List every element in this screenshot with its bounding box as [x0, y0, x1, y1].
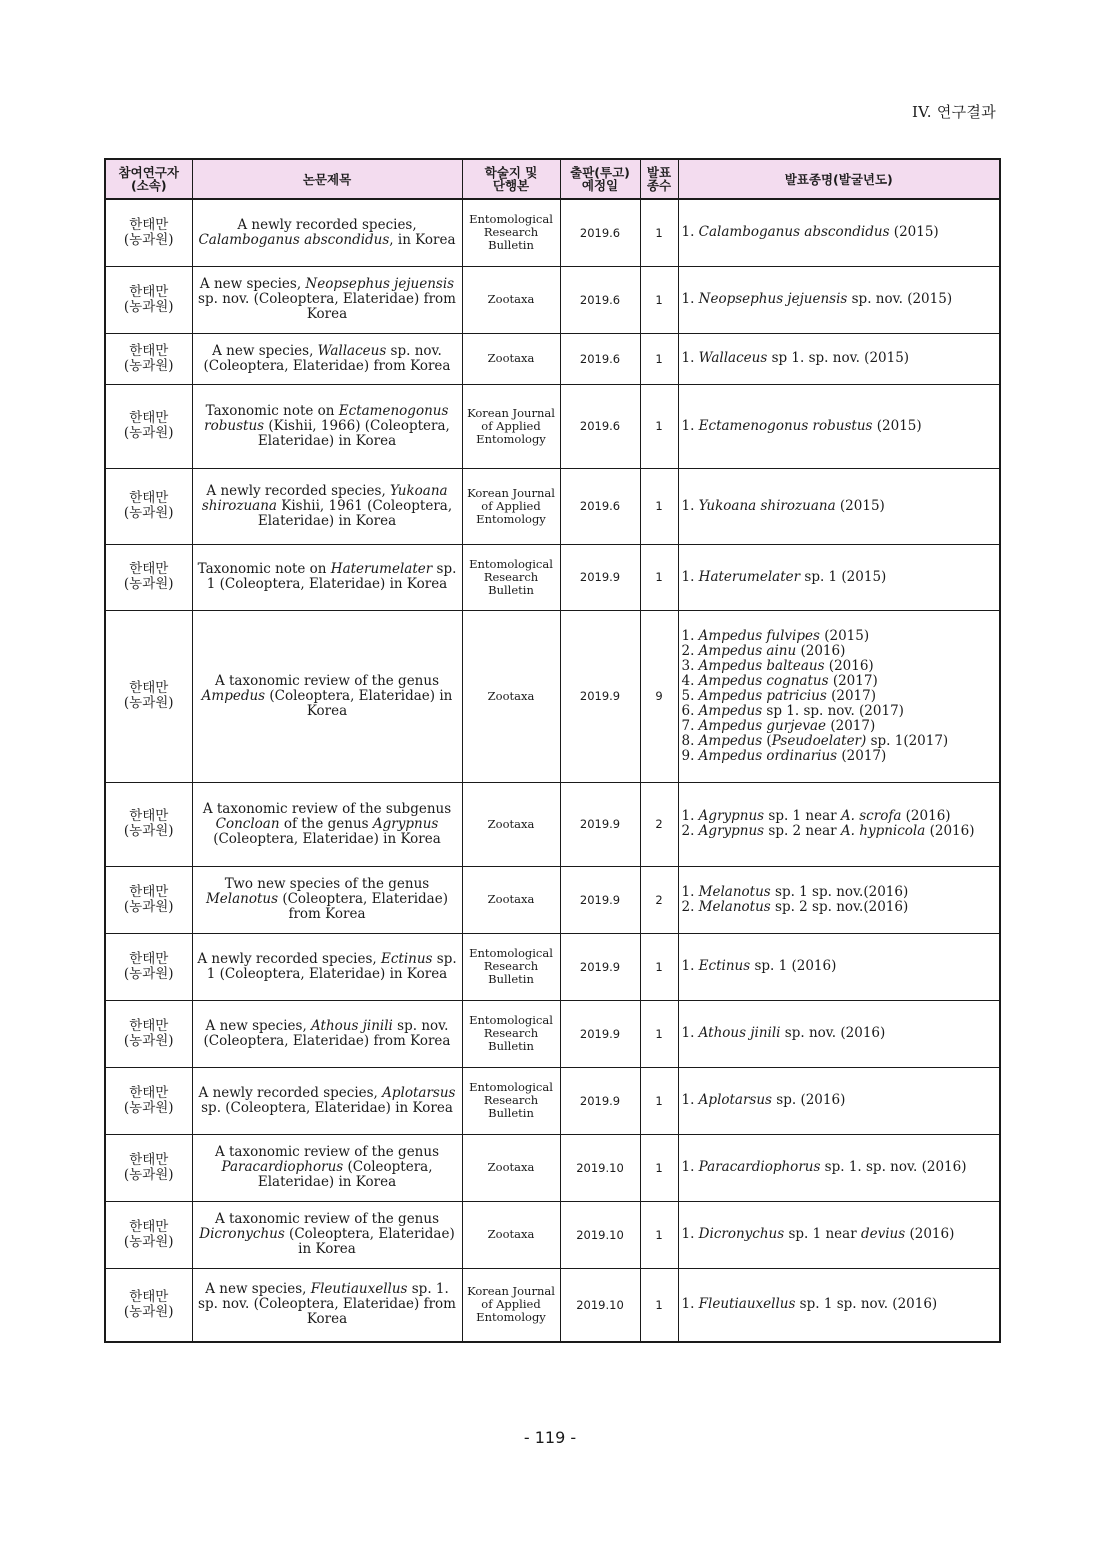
species-entry: 1. Calamboganus abscondidus (2015)	[681, 224, 939, 241]
cell-researcher: 한태만 (농과원)	[105, 1067, 192, 1134]
column-header-species: 발표종명(발굴년도)	[678, 159, 1000, 199]
cell-publication-date: 2019.6	[560, 266, 640, 333]
cell-species-count: 2	[640, 782, 678, 866]
species-entry: 5. Ampedus patricius (2017)	[681, 687, 876, 704]
column-header-journal: 학술지 및 단행본	[462, 159, 560, 199]
cell-journal: Zootaxa	[462, 610, 560, 782]
cell-species-list	[678, 544, 1000, 610]
cell-species-list	[678, 1000, 1000, 1067]
column-header-researcher: 참여연구자 (소속)	[105, 159, 192, 199]
table-row	[105, 782, 1000, 866]
cell-journal: Zootaxa	[462, 1201, 560, 1268]
cell-publication-date: 2019.6	[560, 468, 640, 544]
cell-publication-date: 2019.9	[560, 1067, 640, 1134]
cell-publication-date: 2019.6	[560, 333, 640, 384]
cell-paper-title: A new species, Fleutiauxellus sp. 1. sp. nov. (Coleoptera, Elateridae) from Korea	[192, 1268, 462, 1342]
cell-species-count: 2	[640, 866, 678, 933]
cell-species-count: 9	[640, 610, 678, 782]
table-row	[105, 468, 1000, 544]
cell-publication-date: 2019.9	[560, 544, 640, 610]
column-header-title: 논문제목	[192, 159, 462, 199]
species-entry: 1. Ectamenogonus robustus (2015)	[681, 417, 922, 434]
cell-species-list	[678, 1201, 1000, 1268]
cell-publication-date: 2019.9	[560, 1000, 640, 1067]
table-row	[105, 333, 1000, 384]
cell-publication-date: 2019.10	[560, 1268, 640, 1342]
cell-species-list	[678, 468, 1000, 544]
species-entry: 1. Fleutiauxellus sp. 1 sp. nov. (2016)	[681, 1296, 938, 1313]
species-entry: 2. Agrypnus sp. 2 near A. hypnicola (2016)	[681, 823, 975, 839]
cell-researcher: 한태만 (농과원)	[105, 468, 192, 544]
column-header-date: 출판(투고) 예정일	[560, 159, 640, 199]
cell-species-count: 1	[640, 333, 678, 384]
species-entry: 1. Athous jinili sp. nov. (2016)	[681, 1025, 886, 1041]
cell-journal: Zootaxa	[462, 333, 560, 384]
cell-journal: Korean Journal of Applied Entomology	[462, 384, 560, 468]
cell-species-count: 1	[640, 933, 678, 1000]
species-entry: 1. Wallaceus sp 1. sp. nov. (2015)	[681, 350, 910, 366]
cell-journal: Entomological Research Bulletin	[462, 1067, 560, 1134]
table-header-row	[105, 159, 1000, 199]
cell-paper-title: Taxonomic note on Haterumelater sp. 1 (Coleoptera, Elateridae) in Korea	[192, 544, 462, 610]
species-entry: 1. Neopsephus jejuensis sp. nov. (2015)	[681, 291, 953, 307]
cell-publication-date: 2019.10	[560, 1134, 640, 1201]
cell-paper-title: A newly recorded species, Aplotarsus sp. (Coleoptera, Elateridae) in Korea	[192, 1067, 462, 1134]
cell-species-list	[678, 933, 1000, 1000]
species-entry: 2. Ampedus ainu (2016)	[681, 642, 846, 659]
cell-researcher: 한태만 (농과원)	[105, 199, 192, 266]
species-entry: 1. Agrypnus sp. 1 near A. scrofa (2016)	[681, 808, 951, 824]
cell-journal: Zootaxa	[462, 1134, 560, 1201]
cell-paper-title: A new species, Neopsephus jejuensis sp. nov. (Coleoptera, Elateridae) from Korea	[192, 266, 462, 333]
cell-researcher: 한태만 (농과원)	[105, 544, 192, 610]
cell-researcher: 한태만 (농과원)	[105, 933, 192, 1000]
cell-species-count: 1	[640, 1134, 678, 1201]
cell-journal: Korean Journal of Applied Entomology	[462, 468, 560, 544]
section-header: IV. 연구결과	[911, 103, 996, 121]
species-entry: 6. Ampedus sp 1. sp. nov. (2017)	[681, 702, 904, 719]
cell-species-list	[678, 384, 1000, 468]
cell-species-count: 1	[640, 468, 678, 544]
cell-publication-date: 2019.9	[560, 782, 640, 866]
cell-researcher: 한태만 (농과원)	[105, 1134, 192, 1201]
cell-paper-title: A taxonomic review of the genus Ampedus (Coleoptera, Elateridae) in Korea	[192, 610, 462, 782]
species-entry: 1. Haterumelater sp. 1 (2015)	[681, 568, 887, 585]
table-row	[105, 1000, 1000, 1067]
table-row	[105, 1201, 1000, 1268]
page-number: - 119 -	[523, 1428, 577, 1447]
species-entry: 9. Ampedus ordinarius (2017)	[681, 747, 887, 764]
species-entry: 1. Paracardiophorus sp. 1. sp. nov. (2016)	[681, 1159, 967, 1175]
cell-journal: Korean Journal of Applied Entomology	[462, 1268, 560, 1342]
cell-species-list	[678, 610, 1000, 782]
cell-species-list	[678, 333, 1000, 384]
cell-publication-date: 2019.9	[560, 866, 640, 933]
table-row	[105, 1134, 1000, 1201]
column-header-count: 발표 종수	[640, 159, 678, 199]
species-entry: 1. Dicronychus sp. 1 near devius (2016)	[681, 1226, 955, 1242]
publication-table	[104, 158, 1001, 1343]
species-entry: 7. Ampedus gurjevae (2017)	[681, 717, 876, 734]
cell-paper-title: A taxonomic review of the subgenus Concloan of the genus Agrypnus (Coleoptera, Elateridae) in Korea	[192, 782, 462, 866]
cell-species-count: 1	[640, 266, 678, 333]
cell-journal: Zootaxa	[462, 866, 560, 933]
species-entry: 1. Ampedus fulvipes (2015)	[681, 627, 870, 644]
cell-paper-title: A taxonomic review of the genus Paracardiophorus (Coleoptera, Elateridae) in Korea	[192, 1134, 462, 1201]
species-entry: 4. Ampedus cognatus (2017)	[681, 672, 878, 689]
cell-paper-title: A newly recorded species, Calamboganus abscondidus, in Korea	[192, 199, 462, 266]
species-entry: 1. Yukoana shirozuana (2015)	[681, 497, 885, 514]
cell-species-count: 1	[640, 1067, 678, 1134]
cell-journal: Entomological Research Bulletin	[462, 933, 560, 1000]
cell-paper-title: Two new species of the genus Melanotus (Coleoptera, Elateridae) from Korea	[192, 866, 462, 933]
cell-journal: Entomological Research Bulletin	[462, 199, 560, 266]
table-row	[105, 933, 1000, 1000]
cell-species-count: 1	[640, 1000, 678, 1067]
cell-researcher: 한태만 (농과원)	[105, 1268, 192, 1342]
cell-researcher: 한태만 (농과원)	[105, 610, 192, 782]
cell-researcher: 한태만 (농과원)	[105, 866, 192, 933]
cell-publication-date: 2019.10	[560, 1201, 640, 1268]
cell-researcher: 한태만 (농과원)	[105, 1000, 192, 1067]
table-row	[105, 199, 1000, 266]
cell-researcher: 한태만 (농과원)	[105, 384, 192, 468]
species-entry: 3. Ampedus balteaus (2016)	[681, 657, 874, 674]
cell-paper-title: A new species, Athous jinili sp. nov. (Coleoptera, Elateridae) from Korea	[192, 1000, 462, 1067]
cell-paper-title: A newly recorded species, Ectinus sp. 1 (Coleoptera, Elateridae) in Korea	[192, 933, 462, 1000]
species-entry: 2. Melanotus sp. 2 sp. nov.(2016)	[681, 898, 909, 915]
cell-paper-title: A taxonomic review of the genus Dicronychus (Coleoptera, Elateridae) in Korea	[192, 1201, 462, 1268]
table-row	[105, 1067, 1000, 1134]
species-entry: 1. Aplotarsus sp. (2016)	[681, 1092, 846, 1108]
cell-journal: Entomological Research Bulletin	[462, 544, 560, 610]
species-entry: 8. Ampedus (Pseudoelater) sp. 1(2017)	[681, 732, 949, 749]
cell-species-list	[678, 866, 1000, 933]
cell-journal: Entomological Research Bulletin	[462, 1000, 560, 1067]
table-row	[105, 266, 1000, 333]
cell-species-list	[678, 1134, 1000, 1201]
cell-species-count: 1	[640, 199, 678, 266]
cell-publication-date: 2019.9	[560, 933, 640, 1000]
species-entry: 1. Melanotus sp. 1 sp. nov.(2016)	[681, 883, 909, 900]
table-row	[105, 1268, 1000, 1342]
cell-researcher: 한태만 (농과원)	[105, 782, 192, 866]
cell-species-count: 1	[640, 1201, 678, 1268]
cell-species-count: 1	[640, 384, 678, 468]
cell-paper-title: A newly recorded species, Yukoana shirozuana Kishii, 1961 (Coleoptera, Elateridae) in Korea	[192, 468, 462, 544]
table-body	[105, 199, 1000, 1342]
table-row	[105, 384, 1000, 468]
cell-paper-title: Taxonomic note on Ectamenogonus robustus (Kishii, 1966) (Coleoptera, Elateridae) in Korea	[192, 384, 462, 468]
cell-species-count: 1	[640, 544, 678, 610]
cell-researcher: 한태만 (농과원)	[105, 333, 192, 384]
cell-journal: Zootaxa	[462, 782, 560, 866]
table-row	[105, 610, 1000, 782]
cell-publication-date: 2019.9	[560, 610, 640, 782]
species-entry: 1. Ectinus sp. 1 (2016)	[681, 958, 837, 974]
cell-species-list	[678, 266, 1000, 333]
cell-publication-date: 2019.6	[560, 384, 640, 468]
table-row	[105, 544, 1000, 610]
cell-publication-date: 2019.6	[560, 199, 640, 266]
cell-species-list	[678, 1067, 1000, 1134]
cell-researcher: 한태만 (농과원)	[105, 266, 192, 333]
cell-researcher: 한태만 (농과원)	[105, 1201, 192, 1268]
cell-paper-title: A new species, Wallaceus sp. nov. (Coleoptera, Elateridae) from Korea	[192, 333, 462, 384]
cell-species-list	[678, 782, 1000, 866]
cell-species-count: 1	[640, 1268, 678, 1342]
table-row	[105, 866, 1000, 933]
cell-species-list	[678, 199, 1000, 266]
cell-journal: Zootaxa	[462, 266, 560, 333]
cell-species-list	[678, 1268, 1000, 1342]
